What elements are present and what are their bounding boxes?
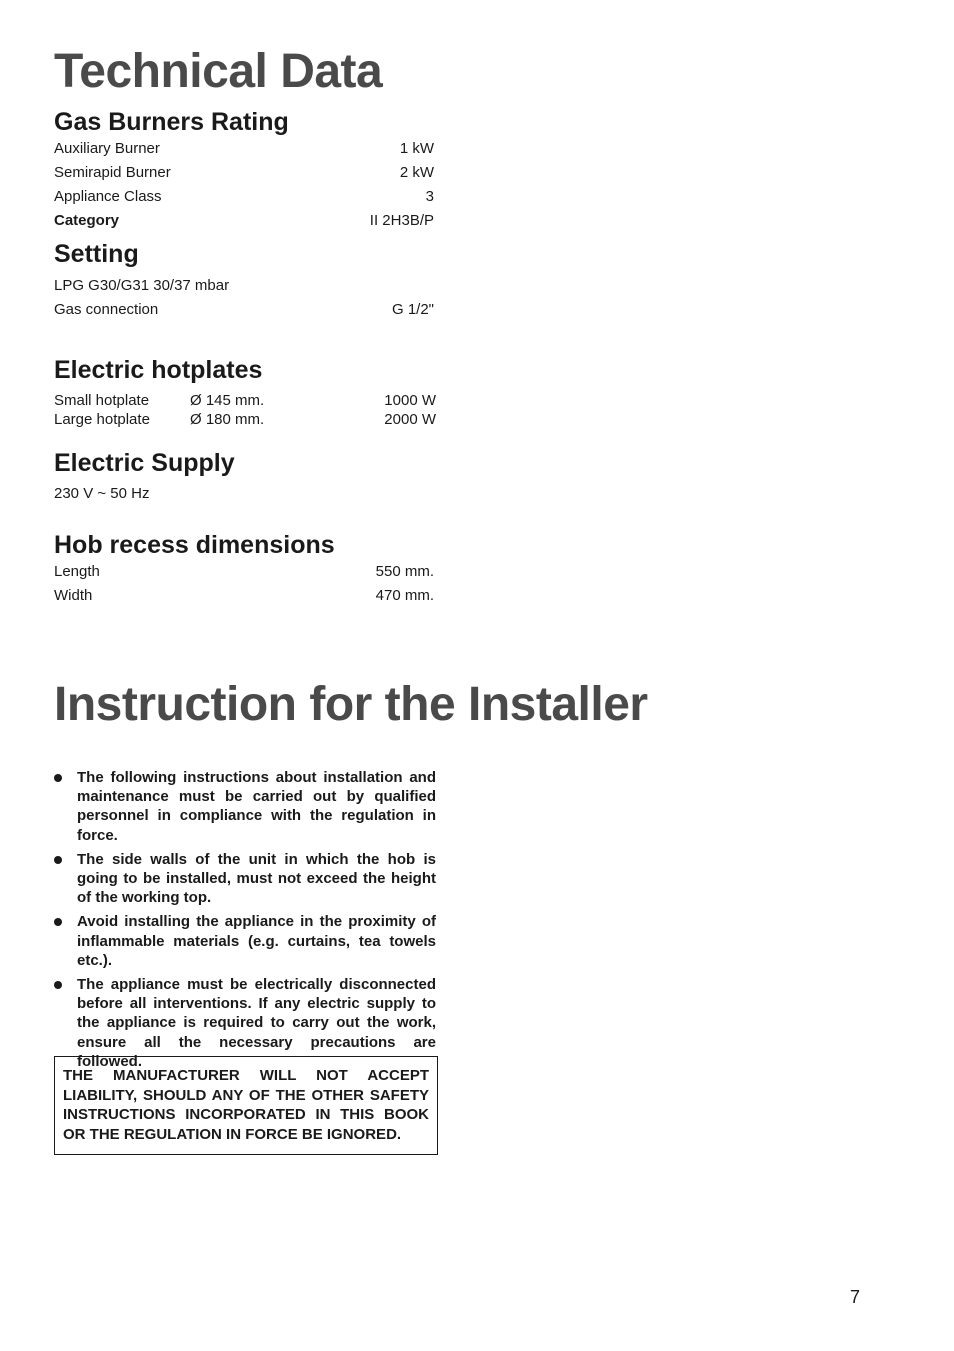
row-diameter: Ø 180 mm.: [190, 411, 265, 428]
setting-row: [54, 276, 434, 296]
installer-bullet-list: [54, 768, 436, 1076]
hotplate-row: [54, 391, 436, 411]
setting-heading: Setting: [54, 240, 139, 268]
row-value: 550 mm.: [375, 563, 434, 580]
row-value: 1 kW: [399, 140, 434, 157]
row-label: Category: [54, 212, 120, 229]
row-label: LPG G30/G31 30/37 mbar: [54, 277, 230, 294]
bullet-text: The side walls of the unit in which the hob is going to be installed, must not exceed the height of the working top.: [77, 850, 436, 907]
row-label: Length: [54, 563, 100, 580]
list-item: [54, 850, 436, 908]
row-value: 2000 W: [384, 411, 436, 428]
row-label: Semirapid Burner: [54, 164, 171, 181]
row-value: 3: [425, 188, 434, 205]
hob-recess-row: [54, 562, 434, 582]
row-value: G 1/2": [391, 301, 434, 318]
row-value: 470 mm.: [375, 587, 434, 604]
electric-supply-value: 230 V ~ 50 Hz: [54, 485, 150, 502]
row-value: 2 kW: [399, 164, 434, 181]
setting-row: [54, 300, 434, 320]
bullet-icon: [54, 918, 62, 926]
bullet-text: The appliance must be electrically disconnected before all interventions. If any electric supply to the appliance is required to carry out the work, ensure all the necessary precautions are followed.: [77, 976, 436, 1070]
installer-title: Instruction for the Installer: [54, 678, 648, 731]
bullet-text: Avoid installing the appliance in the proximity of inflammable materials (e.g. curtains, tea towels etc.).: [77, 913, 436, 969]
row-value: 1000 W: [384, 392, 436, 409]
hob-recess-row: [54, 586, 434, 606]
bullet-text: The following instructions about installation and maintenance must be carried out by qualified personnel in compliance with the regulation in force.: [77, 769, 436, 844]
electric-supply-heading: Electric Supply: [54, 449, 235, 477]
manufacturer-warning-box: [54, 1056, 438, 1155]
page-number: 7: [850, 1287, 861, 1307]
row-label: Small hotplate: [54, 392, 150, 409]
gas-burner-row: [54, 139, 434, 159]
row-label: Large hotplate: [54, 411, 150, 428]
row-value: II 2H3B/P: [369, 212, 434, 229]
electric-supply-row: [54, 484, 434, 504]
list-item: [54, 912, 436, 970]
technical-data-title: Technical Data: [54, 45, 383, 98]
bullet-icon: [54, 981, 62, 989]
gas-burners-heading: Gas Burners Rating: [54, 108, 289, 136]
warning-text: THE MANUFACTURER WILL NOT ACCEPT LIABILITY, SHOULD ANY OF THE OTHER SAFETY INSTRUCTIONS INCORPORATED IN THIS BOOK OR THE REGULATION IN FORCE BE IGNORED.: [63, 1067, 429, 1143]
gas-burner-row-category: [54, 211, 434, 231]
hob-recess-heading: Hob recess dimensions: [54, 531, 335, 559]
row-label: Auxiliary Burner: [54, 140, 160, 157]
hotplate-row: [54, 410, 436, 430]
electric-hotplates-heading: Electric hotplates: [54, 356, 263, 384]
bullet-icon: [54, 774, 62, 782]
row-label: Width: [54, 587, 93, 604]
row-label: Gas connection: [54, 301, 159, 318]
gas-burner-row: [54, 163, 434, 183]
row-label: Appliance Class: [54, 188, 162, 205]
list-item: [54, 768, 436, 845]
gas-burner-row: [54, 187, 434, 207]
row-diameter: Ø 145 mm.: [190, 392, 265, 409]
bullet-icon: [54, 856, 62, 864]
